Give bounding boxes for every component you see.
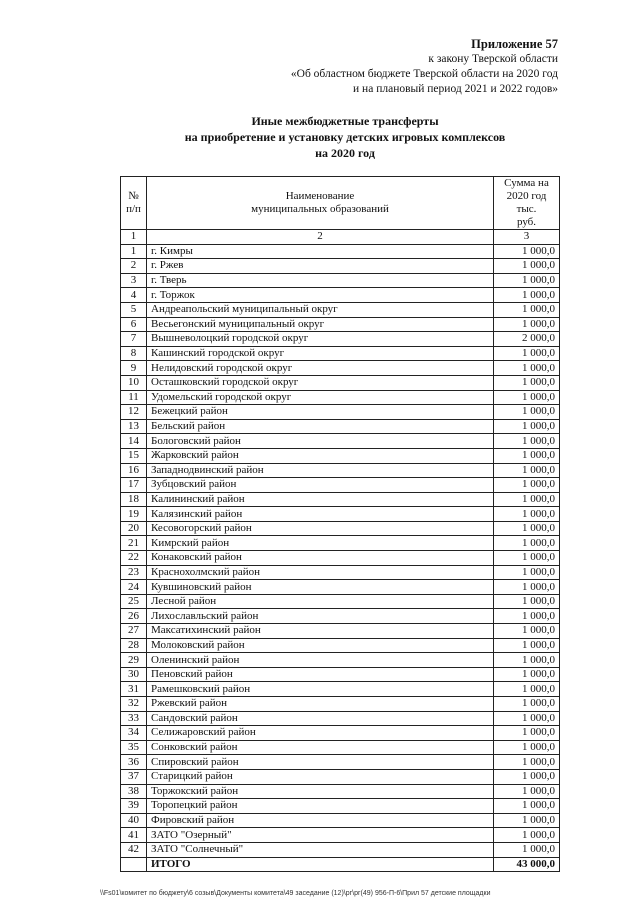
row-number: 18 — [121, 492, 147, 507]
row-name: Андреапольский муниципальный округ — [147, 302, 494, 317]
row-number: 15 — [121, 448, 147, 463]
row-number: 35 — [121, 740, 147, 755]
col-header-name — [147, 177, 494, 230]
row-sum: 1 000,0 — [494, 828, 560, 843]
col-header-name-line-2: муниципальных образований — [251, 203, 389, 215]
row-number: 42 — [121, 842, 147, 857]
table-row — [121, 361, 560, 376]
table-row — [121, 405, 560, 420]
row-sum: 1 000,0 — [494, 755, 560, 770]
row-name: Торжокский район — [147, 784, 494, 799]
row-number: 5 — [121, 302, 147, 317]
row-sum: 1 000,0 — [494, 419, 560, 434]
table-row — [121, 244, 560, 259]
row-name: Лесной район — [147, 594, 494, 609]
row-number: 36 — [121, 755, 147, 770]
table-row — [121, 667, 560, 682]
col-header-sum — [494, 177, 560, 230]
title-line-1: Иные межбюджетные трансферты — [251, 114, 439, 128]
table-row — [121, 434, 560, 449]
row-sum: 1 000,0 — [494, 799, 560, 814]
row-number: 10 — [121, 375, 147, 390]
row-name: г. Торжок — [147, 288, 494, 303]
document-title — [120, 113, 570, 161]
colnum-1: 1 — [121, 230, 147, 245]
table-row — [121, 726, 560, 741]
row-number: 2 — [121, 259, 147, 274]
row-number: 31 — [121, 682, 147, 697]
row-number: 8 — [121, 346, 147, 361]
table-row — [121, 288, 560, 303]
table-row — [121, 828, 560, 843]
col-header-number: № п/п — [121, 177, 147, 230]
row-number: 20 — [121, 521, 147, 536]
total-sum: 43 000,0 — [494, 857, 560, 872]
row-name: Нелидовский городской округ — [147, 361, 494, 376]
row-name: Максатихинский район — [147, 624, 494, 639]
row-sum: 1 000,0 — [494, 317, 560, 332]
row-sum: 1 000,0 — [494, 536, 560, 551]
row-sum: 1 000,0 — [494, 273, 560, 288]
row-sum: 1 000,0 — [494, 463, 560, 478]
row-name: Ржевский район — [147, 697, 494, 712]
row-sum: 1 000,0 — [494, 565, 560, 580]
row-number: 19 — [121, 507, 147, 522]
row-name: Молоковский район — [147, 638, 494, 653]
row-sum: 1 000,0 — [494, 288, 560, 303]
row-sum: 1 000,0 — [494, 624, 560, 639]
row-number: 41 — [121, 828, 147, 843]
col-header-sum-line-3: руб. — [516, 216, 537, 228]
table-row — [121, 697, 560, 712]
table-row — [121, 755, 560, 770]
row-name: Бельский район — [147, 419, 494, 434]
row-sum: 1 000,0 — [494, 259, 560, 274]
row-name: Кувшиновский район — [147, 580, 494, 595]
row-name: Весьегонский муниципальный округ — [147, 317, 494, 332]
row-number: 32 — [121, 697, 147, 712]
row-sum: 1 000,0 — [494, 375, 560, 390]
row-sum: 1 000,0 — [494, 697, 560, 712]
row-sum: 1 000,0 — [494, 302, 560, 317]
row-number: 13 — [121, 419, 147, 434]
row-number: 7 — [121, 332, 147, 347]
row-name: Западнодвинский район — [147, 463, 494, 478]
table-row — [121, 536, 560, 551]
row-sum: 1 000,0 — [494, 813, 560, 828]
table-row — [121, 740, 560, 755]
row-sum: 1 000,0 — [494, 726, 560, 741]
row-sum: 1 000,0 — [494, 405, 560, 420]
row-name: Зубцовский район — [147, 478, 494, 493]
row-sum: 1 000,0 — [494, 492, 560, 507]
row-number: 39 — [121, 799, 147, 814]
row-number: 26 — [121, 609, 147, 624]
row-number: 40 — [121, 813, 147, 828]
row-number: 17 — [121, 478, 147, 493]
row-sum: 1 000,0 — [494, 434, 560, 449]
row-sum: 2 000,0 — [494, 332, 560, 347]
row-name: Кимрский район — [147, 536, 494, 551]
row-number: 22 — [121, 551, 147, 566]
row-name: Старицкий район — [147, 769, 494, 784]
row-sum: 1 000,0 — [494, 682, 560, 697]
table-row — [121, 507, 560, 522]
col-header-sum-line-2: 2020 год тыс. — [506, 190, 547, 215]
table-row — [121, 638, 560, 653]
total-number-cell — [121, 857, 147, 872]
colnum-2: 2 — [147, 230, 494, 245]
table-body — [121, 244, 560, 857]
total-label: ИТОГО — [147, 857, 494, 872]
row-number: 25 — [121, 594, 147, 609]
row-name: Сандовский район — [147, 711, 494, 726]
row-name: Селижаровский район — [147, 726, 494, 741]
row-sum: 1 000,0 — [494, 740, 560, 755]
row-sum: 1 000,0 — [494, 609, 560, 624]
row-name: Сонковский район — [147, 740, 494, 755]
row-number: 37 — [121, 769, 147, 784]
table-row — [121, 551, 560, 566]
column-numbers-row — [121, 230, 560, 245]
table-row — [121, 594, 560, 609]
row-sum: 1 000,0 — [494, 390, 560, 405]
row-number: 30 — [121, 667, 147, 682]
table-row — [121, 565, 560, 580]
row-name: Фировский район — [147, 813, 494, 828]
row-sum: 1 000,0 — [494, 478, 560, 493]
row-number: 28 — [121, 638, 147, 653]
table-row — [121, 609, 560, 624]
table-row — [121, 799, 560, 814]
row-sum: 1 000,0 — [494, 346, 560, 361]
total-row — [121, 857, 560, 872]
row-sum: 1 000,0 — [494, 594, 560, 609]
row-sum: 1 000,0 — [494, 244, 560, 259]
row-name: Осташковский городской округ — [147, 375, 494, 390]
row-sum: 1 000,0 — [494, 521, 560, 536]
row-number: 29 — [121, 653, 147, 668]
row-sum: 1 000,0 — [494, 784, 560, 799]
appendix-line-1: к закону Тверской области — [428, 53, 558, 65]
appendix-header — [291, 37, 558, 97]
row-sum: 1 000,0 — [494, 448, 560, 463]
row-number: 34 — [121, 726, 147, 741]
table-row — [121, 682, 560, 697]
row-number: 27 — [121, 624, 147, 639]
row-name: ЗАТО "Озерный" — [147, 828, 494, 843]
row-name: Краснохолмский район — [147, 565, 494, 580]
table-row — [121, 332, 560, 347]
col-header-sum-line-1: Сумма на — [504, 177, 549, 189]
table-row — [121, 813, 560, 828]
row-sum: 1 000,0 — [494, 580, 560, 595]
row-sum: 1 000,0 — [494, 667, 560, 682]
row-name: Лихославльский район — [147, 609, 494, 624]
row-sum: 1 000,0 — [494, 769, 560, 784]
file-path-footer: \\Fs01\комитет по бюджету\6 созыв\Документы комитета\49 заседание (12)\рг\рг(49) 956-П-6\Прил 57 детские площадки — [100, 890, 491, 897]
row-number: 4 — [121, 288, 147, 303]
row-number: 11 — [121, 390, 147, 405]
row-name: Кесовогорский район — [147, 521, 494, 536]
row-name: Бежецкий район — [147, 405, 494, 420]
table-row — [121, 521, 560, 536]
row-number: 6 — [121, 317, 147, 332]
table-row — [121, 448, 560, 463]
row-sum: 1 000,0 — [494, 638, 560, 653]
row-name: Жарковский район — [147, 448, 494, 463]
table-row — [121, 463, 560, 478]
row-name: Пеновский район — [147, 667, 494, 682]
table-row — [121, 769, 560, 784]
row-name: ЗАТО "Солнечный" — [147, 842, 494, 857]
table-row — [121, 711, 560, 726]
table-row — [121, 302, 560, 317]
table-row — [121, 259, 560, 274]
row-name: г. Кимры — [147, 244, 494, 259]
row-sum: 1 000,0 — [494, 361, 560, 376]
row-sum: 1 000,0 — [494, 653, 560, 668]
row-name: Удомельский городской округ — [147, 390, 494, 405]
row-name: Спировский район — [147, 755, 494, 770]
table-row — [121, 419, 560, 434]
table-row — [121, 492, 560, 507]
row-sum: 1 000,0 — [494, 711, 560, 726]
table-row — [121, 375, 560, 390]
table-row — [121, 273, 560, 288]
row-number: 21 — [121, 536, 147, 551]
row-number: 24 — [121, 580, 147, 595]
row-number: 16 — [121, 463, 147, 478]
row-number: 23 — [121, 565, 147, 580]
table-row — [121, 624, 560, 639]
col-header-name-line-1: Наименование — [285, 190, 355, 202]
row-name: Торопецкий район — [147, 799, 494, 814]
row-number: 14 — [121, 434, 147, 449]
table-row — [121, 346, 560, 361]
row-name: Кашинский городской округ — [147, 346, 494, 361]
row-name: г. Ржев — [147, 259, 494, 274]
row-number: 33 — [121, 711, 147, 726]
row-name: Калининский район — [147, 492, 494, 507]
row-sum: 1 000,0 — [494, 551, 560, 566]
table-row — [121, 784, 560, 799]
row-name: Рамешковский район — [147, 682, 494, 697]
table-row — [121, 653, 560, 668]
row-sum: 1 000,0 — [494, 507, 560, 522]
row-name: Оленинский район — [147, 653, 494, 668]
row-number: 12 — [121, 405, 147, 420]
table-row — [121, 390, 560, 405]
title-line-3: на 2020 год — [315, 146, 375, 160]
table-row — [121, 580, 560, 595]
row-sum: 1 000,0 — [494, 842, 560, 857]
transfers-table — [120, 176, 560, 872]
table-header-row — [121, 177, 560, 230]
appendix-line-3: и на плановый период 2021 и 2022 годов» — [353, 83, 558, 95]
row-number: 1 — [121, 244, 147, 259]
row-number: 38 — [121, 784, 147, 799]
table-row — [121, 317, 560, 332]
table-row — [121, 478, 560, 493]
appendix-line-2: «Об областном бюджете Тверской области на 2020 год — [290, 68, 558, 80]
row-name: г. Тверь — [147, 273, 494, 288]
row-name: Конаковский район — [147, 551, 494, 566]
appendix-number: Приложение 57 — [471, 37, 558, 51]
row-name: Вышневолоцкий городской округ — [147, 332, 494, 347]
row-number: 3 — [121, 273, 147, 288]
title-line-2: на приобретение и установку детских игровых комплексов — [184, 130, 506, 144]
row-name: Бологовский район — [147, 434, 494, 449]
row-name: Калязинский район — [147, 507, 494, 522]
row-number: 9 — [121, 361, 147, 376]
colnum-3: 3 — [494, 230, 560, 245]
table-row — [121, 842, 560, 857]
